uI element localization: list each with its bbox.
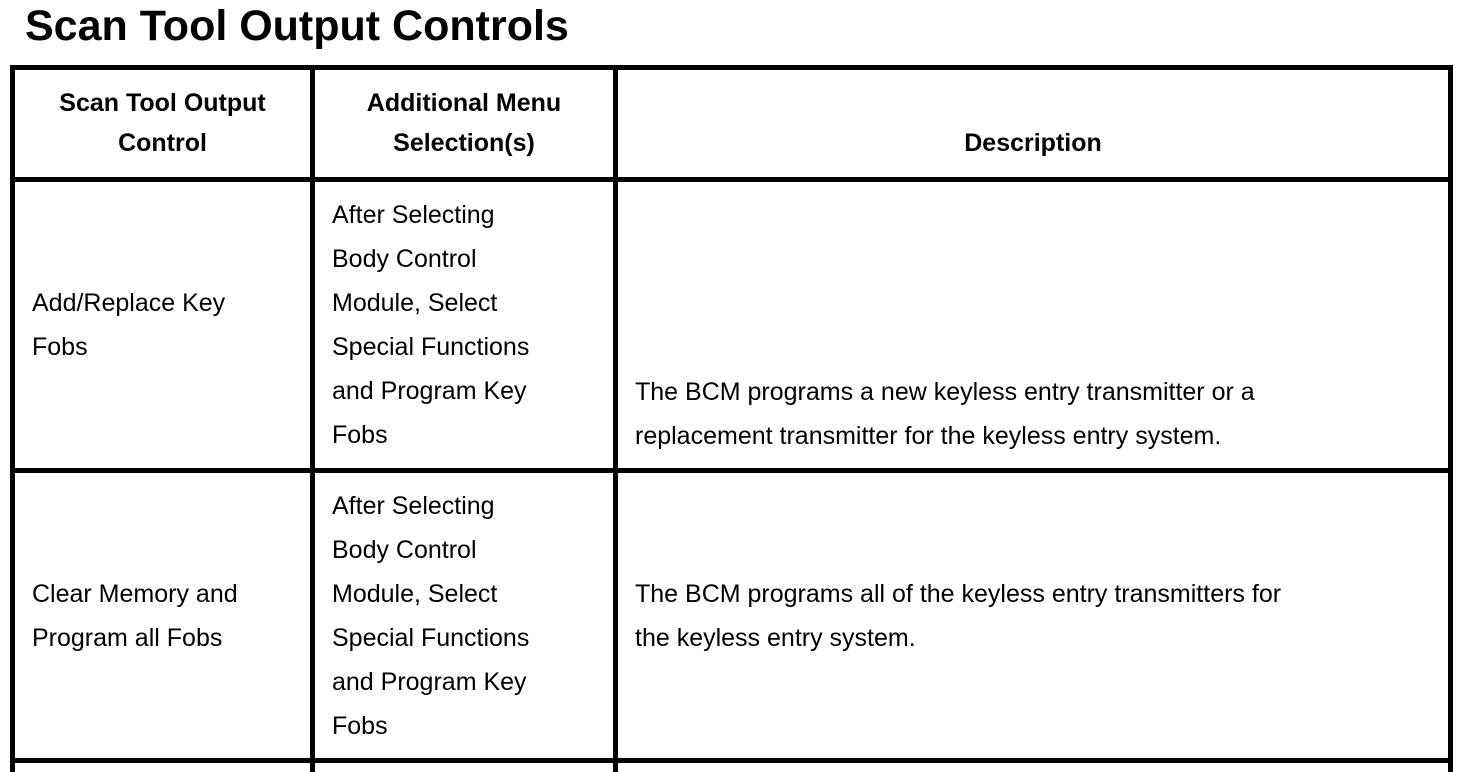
cell-control-clear-memory-program-all-fobs: Clear Memory and Program all Fobs <box>13 471 313 761</box>
table-cell-empty <box>616 761 1451 772</box>
cell-description: The BCM programs all of the keyless entry transmitters for the keyless entry system. <box>616 471 1451 761</box>
column-header-description: Description <box>616 68 1451 180</box>
cell-description: The BCM programs a new keyless entry transmitter or a replacement transmitter for the keyless entry system. <box>616 180 1451 471</box>
table-row <box>13 471 1451 761</box>
page-title: Scan Tool Output Controls <box>25 2 569 50</box>
cell-menu-selection: After Selecting Body Control Module, Select Special Functions and Program Key Fobs <box>313 471 616 761</box>
column-header-scan-tool-output-control: Scan Tool Output Control <box>13 68 313 180</box>
table-cell-empty <box>13 761 313 772</box>
cell-control-add-replace-key-fobs: Add/Replace Key Fobs <box>13 180 313 471</box>
table-header-row <box>13 68 1451 180</box>
table-row <box>13 180 1451 471</box>
scan-tool-output-controls-table <box>10 65 1453 772</box>
cell-menu-selection: After Selecting Body Control Module, Select Special Functions and Program Key Fobs <box>313 180 616 471</box>
table-row-partial <box>13 761 1451 772</box>
table-cell-empty <box>313 761 616 772</box>
column-header-additional-menu-selections: Additional Menu Selection(s) <box>313 68 616 180</box>
